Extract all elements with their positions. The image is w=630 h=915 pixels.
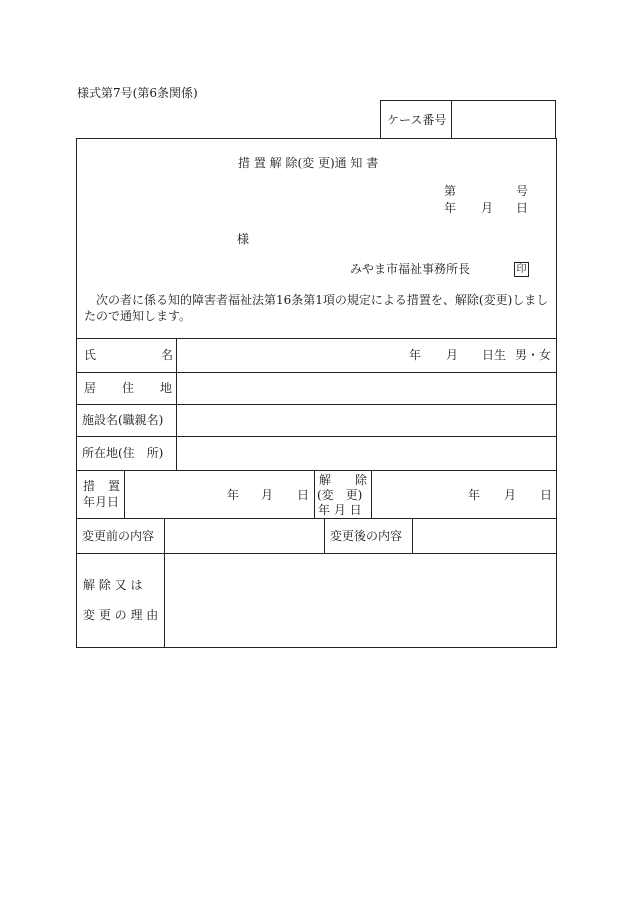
release-date-nen: 年 [468, 488, 481, 502]
col-line [314, 470, 315, 518]
reason-label-line2: 変 更 の 理 由 [83, 608, 159, 622]
col-line [371, 470, 372, 518]
number-dai: 第 [444, 184, 457, 198]
date-tsuki: 月 [481, 201, 494, 215]
facility-field[interactable] [177, 405, 556, 436]
case-number-label: ケース番号 [387, 113, 447, 127]
after-change-label: 変更後の内容 [330, 529, 403, 543]
release-label-4: 年 月 日 [318, 503, 362, 517]
location-field[interactable] [177, 437, 556, 470]
reason-label-line1: 解 除 又 は [83, 578, 143, 592]
notice-body-text: 次の者に係る知的障害者福祉法第16条第1項の規定による措置を、解除(変更)しましたので通知します。 [84, 293, 549, 323]
number-go: 号 [516, 184, 529, 198]
gender-choice[interactable]: 男・女 [515, 348, 552, 362]
before-change-label: 変更前の内容 [82, 529, 155, 543]
row-line [76, 470, 557, 471]
facility-label: 施設名(職親名) [82, 413, 164, 427]
measure-label-2: 置 [108, 479, 121, 493]
date-hi: 日 [516, 201, 529, 215]
name-label-first: 氏 [84, 348, 97, 362]
residence-label-3: 地 [160, 381, 173, 395]
reason-field[interactable] [165, 554, 556, 647]
after-change-field[interactable] [413, 519, 556, 553]
residence-label-1: 居 [84, 381, 97, 395]
measure-date-hi: 日 [297, 488, 310, 502]
col-line [124, 470, 125, 518]
measure-date-nen: 年 [227, 488, 240, 502]
measure-label-1: 措 [83, 479, 96, 493]
release-label-3: (変 更) [317, 488, 363, 502]
birth-hi: 日生 [482, 348, 507, 362]
name-label-last: 名 [161, 348, 174, 362]
document-title: 措 置 解 除(変 更)通 知 書 [238, 156, 379, 170]
before-change-field[interactable] [165, 519, 324, 553]
birth-tsuki: 月 [446, 348, 459, 362]
release-date-hi: 日 [540, 488, 553, 502]
birth-nen: 年 [409, 348, 422, 362]
addressee-suffix: 様 [237, 232, 250, 246]
residence-field[interactable] [177, 373, 556, 404]
release-label-1: 解 [319, 473, 332, 487]
measure-label-3: 年月日 [83, 495, 120, 509]
name-field[interactable] [177, 339, 397, 372]
measure-date-tsuki: 月 [261, 488, 274, 502]
col-line [324, 518, 325, 554]
form-label: 様式第7号(第6条関係) [77, 86, 198, 100]
issuer-name: みやま市福祉事務所長 [350, 262, 471, 276]
residence-label-2: 住 [122, 381, 135, 395]
case-number-field[interactable] [452, 101, 555, 138]
date-nen: 年 [444, 201, 457, 215]
release-date-tsuki: 月 [504, 488, 517, 502]
seal-mark: 印 [514, 262, 529, 277]
release-label-2: 除 [355, 473, 368, 487]
location-label: 所在地(住 所) [82, 446, 164, 460]
